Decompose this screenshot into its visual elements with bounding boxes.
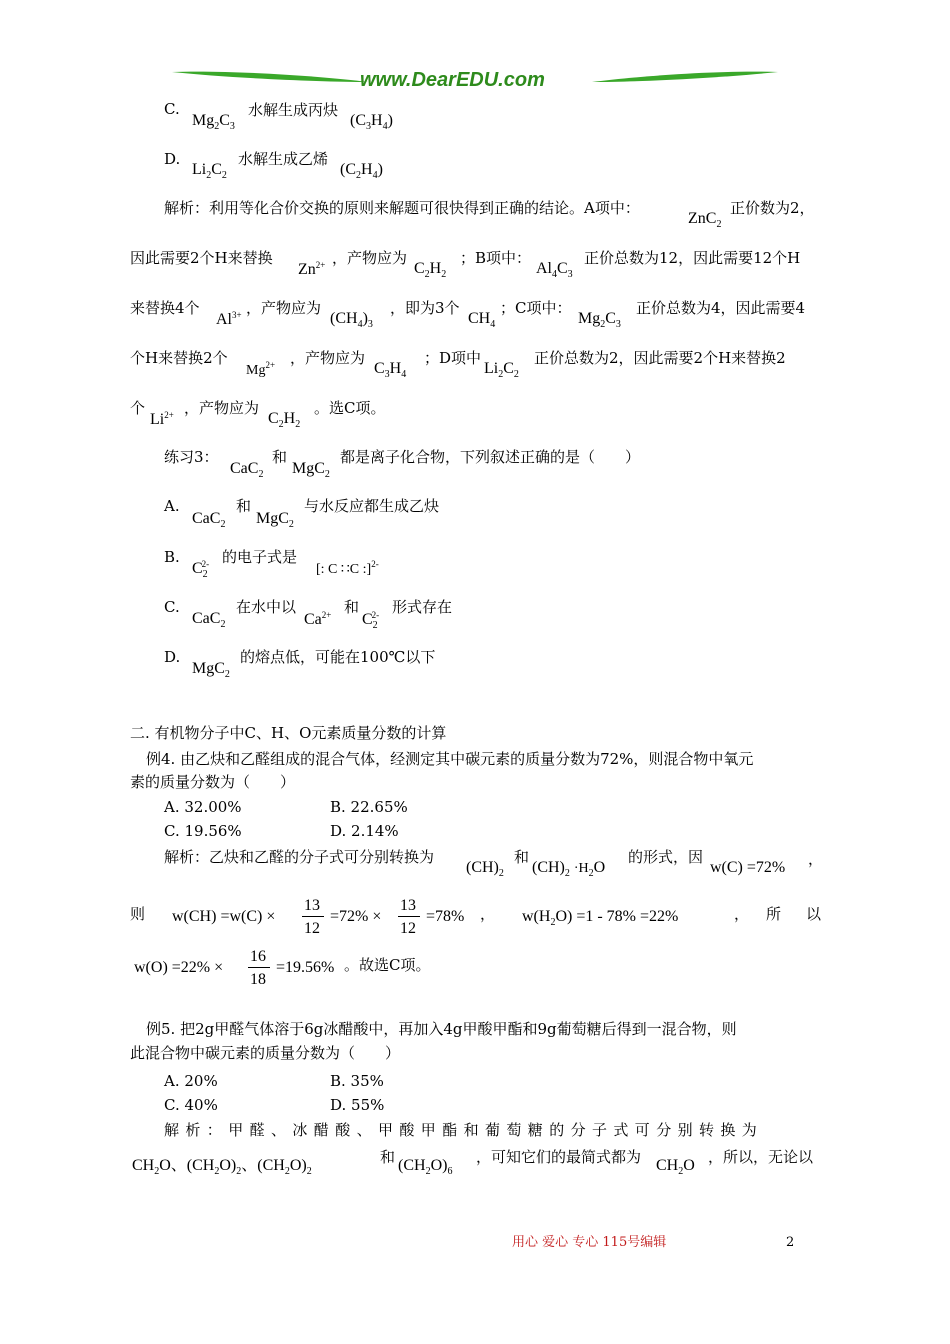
- ex5-option-d: D. 55%: [330, 1096, 385, 1114]
- ex4-yi: 以: [806, 905, 822, 923]
- ex4-c1: ，: [480, 905, 496, 923]
- ex4-suo: 所: [766, 905, 782, 923]
- ex3-a-text: 与水反应都生成乙炔: [304, 497, 440, 515]
- ex4-and: 和: [514, 848, 530, 866]
- ex3-d-mgc2: MgC$_2$: [192, 660, 230, 680]
- formula-c2h2: $C_2H_2$: [414, 260, 447, 280]
- option-d-product: $(C_2H_4)$: [340, 161, 383, 181]
- ex4-frac2-bar: [398, 916, 420, 917]
- ion-mg: $Mg^{2+}$: [246, 360, 276, 378]
- ex4-ch2: $(CH)_2$: [466, 859, 504, 879]
- ex4-option-c: C. 19.56%: [164, 822, 242, 840]
- formula-c3h4: $C_3H_4$: [374, 360, 407, 380]
- analysis1-line5a: 个: [130, 399, 146, 417]
- ex5-option-c: C. 40%: [164, 1096, 218, 1114]
- ex3-a-mgc2: MgC$_2$: [256, 510, 294, 530]
- ex3-a-label: A.: [164, 497, 180, 515]
- ex5-formulas: $CH_2O$、$(CH_2O)_2$、$(CH_2O)_2$: [132, 1157, 312, 1177]
- ex4-comma: ，: [808, 850, 824, 868]
- option-c-formula: $Mg_2C_3$: [192, 112, 235, 132]
- ex5-option-a: A. 20%: [164, 1072, 218, 1090]
- ex4-option-a: A. 32.00%: [164, 798, 242, 816]
- ex4-frac1-num: 13: [304, 897, 320, 914]
- option-c-text: 水解生成丙炔: [248, 101, 339, 119]
- footer-text: 用心 爱心 专心 115号编辑: [512, 1235, 667, 1250]
- ex3-b-text: 的电子式是: [222, 548, 298, 566]
- ex4-eq1a: w(CH) =w(C) ×: [172, 908, 276, 925]
- ex5-question-line2: 此混合物中碳元素的质量分数为（ ）: [130, 1044, 401, 1062]
- ex3-and: 和: [272, 448, 288, 466]
- analysis1-line3a: 来替换4个: [130, 299, 200, 317]
- ex5-analysis-text3: ，所以，无论以: [708, 1148, 814, 1166]
- ex5-formula5: $CH_2O$: [656, 1157, 695, 1177]
- option-c-label: C.: [164, 100, 180, 118]
- ex3-b-label: B.: [164, 548, 180, 566]
- analysis1-line2c: ；B项中：: [460, 249, 532, 267]
- ex3-label: 练习3：: [164, 448, 219, 466]
- ex4-wc: w(C) =72%: [710, 859, 786, 876]
- formula-ch4-3: $(CH_4)_3$: [330, 310, 373, 330]
- ex3-d-label: D.: [164, 648, 181, 666]
- ex4-frac3-num: 16: [250, 948, 266, 965]
- analysis1-line4b: ，产物应为: [290, 349, 366, 367]
- site-url[interactable]: www.DearEDU.com: [360, 69, 545, 91]
- section2-title: 二. 有机物分子中C、H、O元素质量分数的计算: [130, 724, 447, 742]
- ex3-c-text2: 形式存在: [392, 598, 453, 616]
- ex4-frac1-bar: [302, 916, 324, 917]
- ex5-analysis-text2: ，可知它们的最简式都为: [476, 1148, 642, 1166]
- ex4-eq2: $w(H_2O) =1 - 78\% =22\%$: [522, 908, 679, 928]
- analysis1-line4a: 个H来替换2个: [130, 349, 228, 367]
- ex3-c-c2: $C_2^{2-}$: [362, 610, 380, 631]
- ex3-question: 都是离子化合物，下列叙述正确的是（ ）: [340, 448, 641, 466]
- ex4-frac2-den: 12: [400, 920, 416, 937]
- ex5-option-b: B. 35%: [330, 1072, 384, 1090]
- ion-li: $Li^{2+}$: [150, 410, 174, 428]
- ex3-d-text: 的熔点低，可能在100℃以下: [240, 648, 436, 666]
- ion-zn: $Zn^{2+}$: [298, 260, 326, 278]
- ex3-b-formula: [: C ∷C :]$^{2-}$: [316, 559, 379, 577]
- ion-al: $Al^{3+}$: [216, 310, 242, 328]
- ex5-question-line1: 例5. 把2g甲醛气体溶于6g冰醋酸中，再加入4g甲酸甲酯和9g葡萄糖后得到一混合物，则: [146, 1020, 737, 1038]
- ex5-analysis-text1: 解析：甲醛、冰醋酸、甲酸甲酯和葡萄糖的分子式可分别转换为: [164, 1121, 764, 1139]
- header-swoosh-left: [170, 66, 370, 92]
- formula-c2h2-b: $C_2H_2$: [268, 410, 301, 430]
- formula-znc2: ZnC$_2$: [688, 210, 722, 230]
- option-c-product: $(C_3H_4)$: [350, 112, 393, 132]
- ex3-c-and: 和: [344, 598, 360, 616]
- ex4-question-line1: 例4. 由乙炔和乙醛组成的混合气体，经测定其中碳元素的质量分数为72%，则混合物中氧元: [146, 750, 754, 768]
- ex4-frac3-den: 18: [250, 971, 266, 988]
- ex3-a-and: 和: [236, 497, 252, 515]
- analysis1-line3e: 正价总数为4，因此需要4: [636, 299, 806, 317]
- ex4-analysis-text1: 解析：乙炔和乙醛的分子式可分别转换为: [164, 848, 435, 866]
- ex3-a-cac2: CaC$_2$: [192, 510, 226, 530]
- ex3-c-ca: $Ca^{2+}$: [304, 610, 332, 628]
- analysis1-line5c: 。选C项。: [314, 399, 386, 417]
- ex4-option-d: D. 2.14%: [330, 822, 399, 840]
- ex3-c-cac2: CaC$_2$: [192, 610, 226, 630]
- ex4-ch2-h2o: $(CH)_2 \cdot H_2O$: [532, 859, 606, 879]
- analysis1-line2d: 正价总数为12，因此需要12个H: [584, 249, 801, 267]
- analysis1-line5b: ，产物应为: [184, 399, 260, 417]
- ex4-c2: ，: [734, 905, 750, 923]
- formula-ch4: $CH_4$: [468, 310, 496, 330]
- ex4-eq3a: w(O) =22% ×: [134, 959, 224, 976]
- ex4-frac3-bar: [248, 967, 270, 968]
- ex4-analysis-text2: 的形式，因: [628, 848, 704, 866]
- ex3-c-label: C.: [164, 598, 180, 616]
- ex4-eq1c: =78%: [426, 908, 465, 925]
- analysis1-line4d: 正价总数为2，因此需要2个H来替换2: [534, 349, 786, 367]
- analysis1-line2b: ，产物应为: [332, 249, 408, 267]
- ex3-b-c2: $C_2^{2-}$: [192, 559, 210, 580]
- analysis1-line3b: ，产物应为: [246, 299, 322, 317]
- ex4-eq3c: 。故选C项。: [344, 956, 431, 974]
- analysis1-line3c: ，即为3个: [390, 299, 460, 317]
- analysis1-line2a: 因此需要2个H来替换: [130, 249, 273, 267]
- ex4-frac2-num: 13: [400, 897, 416, 914]
- option-d-text: 水解生成乙烯: [238, 150, 329, 168]
- formula-li2c2: $Li_2C_2$: [484, 360, 519, 380]
- formula-mg2c3: $Mg_2C_3$: [578, 310, 621, 330]
- ex3-mgc2: MgC$_2$: [292, 460, 330, 480]
- formula-al4c3: $Al_4C_3$: [536, 260, 573, 280]
- ex4-option-b: B. 22.65%: [330, 798, 408, 816]
- option-d-formula: $Li_2C_2$: [192, 161, 227, 181]
- ex4-eq1b: =72% ×: [330, 908, 382, 925]
- ex3-c-text1: 在水中以: [236, 598, 297, 616]
- ex4-eq3b: =19.56%: [276, 959, 335, 976]
- ex4-ze: 则: [130, 905, 146, 923]
- ex3-cac2: CaC$_2$: [230, 460, 264, 480]
- analysis1-line4c: ；D项中: [424, 349, 482, 367]
- page-number: 2: [786, 1235, 795, 1250]
- ex5-and: 和: [380, 1148, 396, 1166]
- header-swoosh-right: [590, 66, 780, 92]
- option-d-label: D.: [164, 150, 181, 168]
- ex4-frac1-den: 12: [304, 920, 320, 937]
- analysis1-line1: 解析：利用等化合价交换的原则来解题可很快得到正确的结论。A项中：: [164, 199, 640, 217]
- ex4-question-line2: 素的质量分数为（ ）: [130, 773, 296, 791]
- ex5-formula4: $(CH_2O)_6$: [398, 1157, 453, 1177]
- analysis1-line3d: ；C项中：: [500, 299, 572, 317]
- analysis1-line1-end: 正价数为2，: [730, 199, 815, 217]
